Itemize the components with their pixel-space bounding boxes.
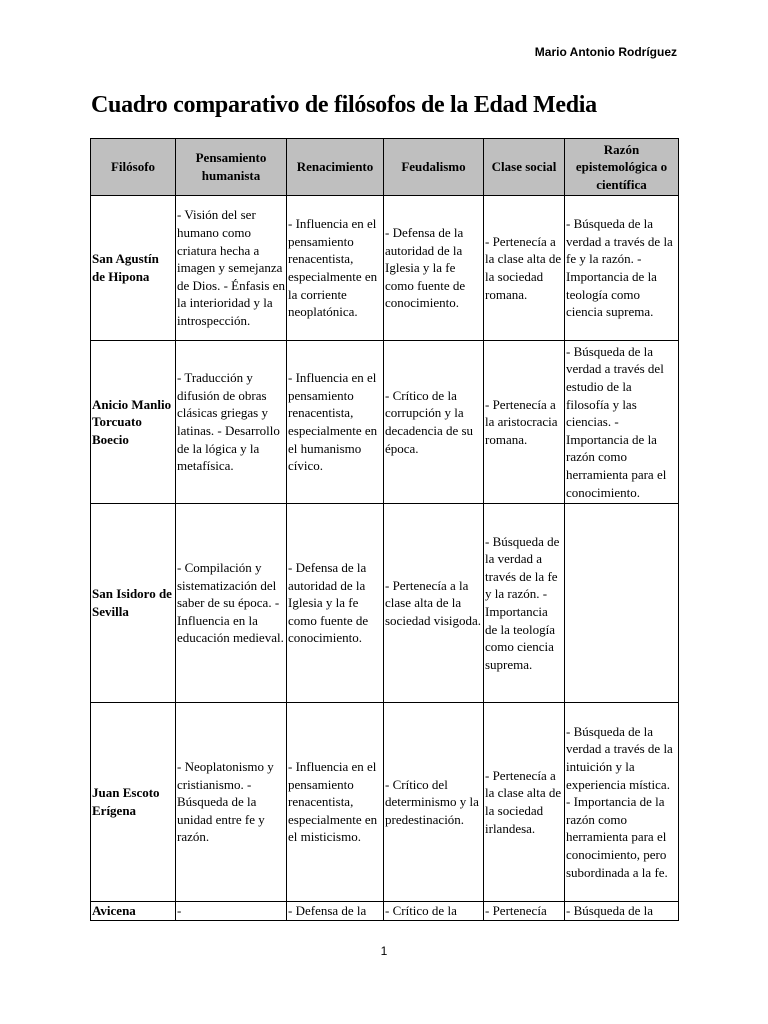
table-row [91, 196, 679, 341]
page-number: 1 [380, 944, 388, 958]
column-header-pensamiento-humanista: Pensamiento humanista [176, 139, 287, 196]
cell-pensamiento-humanista: - Compilación y sistematización del saber de su época. - Influencia en la educación medieval. [176, 504, 287, 703]
cell-renacimiento: - Influencia en el pensamiento renacentista, especialmente en el misticismo. [287, 703, 384, 902]
cell-clase-social: - Pertenecía a la aristocracia romana. [484, 341, 565, 504]
table-row [91, 703, 679, 902]
author-name: Mario Antonio Rodríguez [534, 45, 677, 59]
philosopher-name: Anicio Manlio Torcuato Boecio [91, 341, 176, 504]
cell-razon-epistemologica: - Búsqueda de la [565, 902, 679, 921]
column-header-razon-epistemologica: Razón epistemológica o científica [565, 139, 679, 196]
cell-razon-epistemologica: - Búsqueda de la verdad a través del estudio de la filosofía y las ciencias. - Importancia de la razón como herramienta para el conocimiento. [565, 341, 679, 504]
cell-pensamiento-humanista: - Traducción y difusión de obras clásicas griegas y latinas. - Desarrollo de la lógica y la metafísica. [176, 341, 287, 504]
cell-feudalismo: - Crítico del determinismo y la predestinación. [384, 703, 484, 902]
cell-renacimiento: - Defensa de la [287, 902, 384, 921]
cell-feudalismo: - Crítico de la corrupción y la decadencia de su época. [384, 341, 484, 504]
comparison-table [90, 138, 679, 921]
table-row [91, 504, 679, 703]
table-header-row [91, 139, 679, 196]
table-row [91, 341, 679, 504]
cell-pensamiento-humanista: - Visión del ser humano como criatura hecha a imagen y semejanza de Dios. - Énfasis en la interioridad y la introspección. [176, 196, 287, 341]
cell-razon-epistemologica: - Búsqueda de la verdad a través de la intuición y la experiencia mística. - Importancia de la razón como herramienta para el conocimiento, pero subordinada a la fe. [565, 703, 679, 902]
philosopher-name: San Isidoro de Sevilla [91, 504, 176, 703]
column-header-renacimiento: Renacimiento [287, 139, 384, 196]
cell-clase-social: - Búsqueda de la verdad a través de la fe y la razón. - Importancia de la teología como ciencia suprema. [484, 504, 565, 703]
cell-feudalismo: - Crítico de la [384, 902, 484, 921]
cell-renacimiento: - Influencia en el pensamiento renacentista, especialmente en el humanismo cívico. [287, 341, 384, 504]
table-row [91, 902, 679, 921]
cell-razon-epistemologica [565, 504, 679, 703]
cell-pensamiento-humanista: - [176, 902, 287, 921]
cell-feudalismo: - Pertenecía a la clase alta de la sociedad visigoda. [384, 504, 484, 703]
cell-clase-social: - Pertenecía a la clase alta de la sociedad irlandesa. [484, 703, 565, 902]
cell-razon-epistemologica: - Búsqueda de la verdad a través de la fe y la razón. - Importancia de la teología como ciencia suprema. [565, 196, 679, 341]
philosopher-name: San Agustín de Hipona [91, 196, 176, 341]
cell-renacimiento: - Influencia en el pensamiento renacentista, especialmente en la corriente neoplatónica. [287, 196, 384, 341]
philosopher-name: Avicena [91, 902, 176, 921]
column-header-clase-social: Clase social [484, 139, 565, 196]
column-header-filosofo: Filósofo [91, 139, 176, 196]
cell-pensamiento-humanista: - Neoplatonismo y cristianismo. - Búsqueda de la unidad entre fe y razón. [176, 703, 287, 902]
document-title: Cuadro comparativo de filósofos de la Edad Media [91, 92, 597, 118]
philosopher-name: Juan Escoto Erígena [91, 703, 176, 902]
cell-clase-social: - Pertenecía [484, 902, 565, 921]
cell-renacimiento: - Defensa de la autoridad de la Iglesia y la fe como fuente de conocimiento. [287, 504, 384, 703]
cell-clase-social: - Pertenecía a la clase alta de la sociedad romana. [484, 196, 565, 341]
cell-feudalismo: - Defensa de la autoridad de la Iglesia y la fe como fuente de conocimiento. [384, 196, 484, 341]
column-header-feudalismo: Feudalismo [384, 139, 484, 196]
